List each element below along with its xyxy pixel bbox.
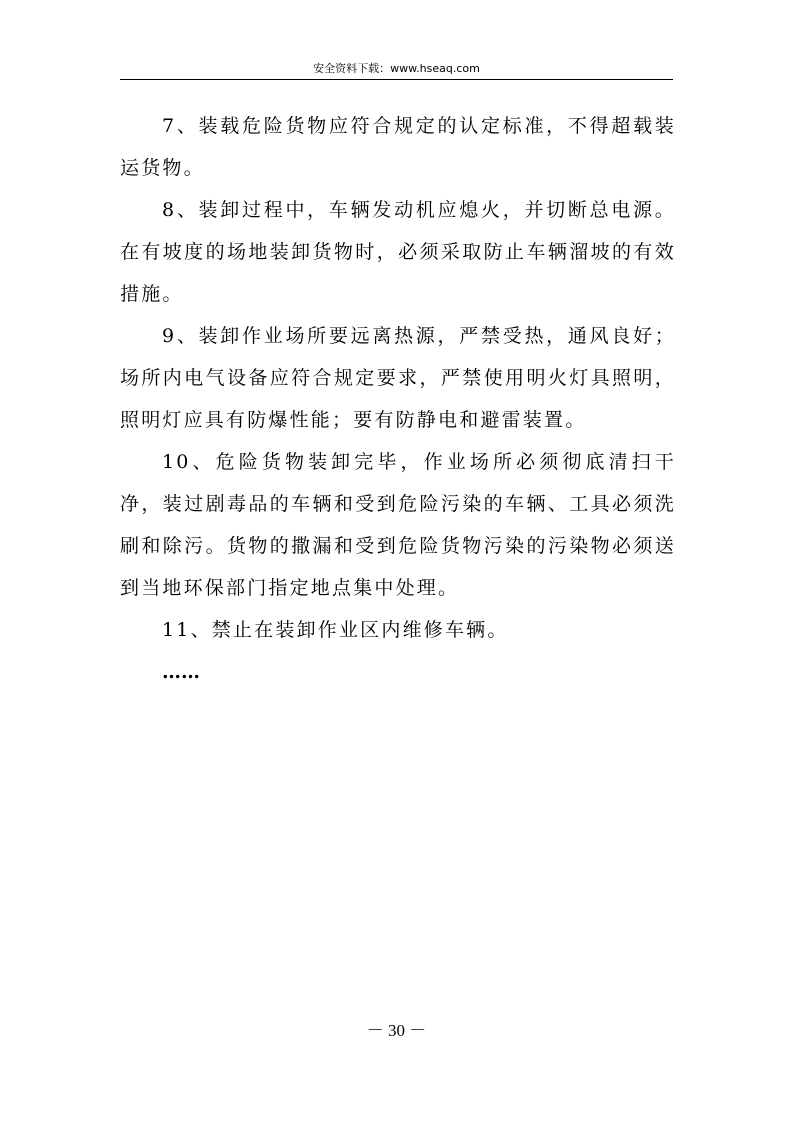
header-divider <box>120 79 673 80</box>
paragraph-item-9: 9、装卸作业场所要远离热源，严禁受热，通风良好；场所内电气设备应符合规定要求，严禁使用明火灯具照明，照明灯应具有防爆性能；要有防静电和避雷装置。 <box>120 325 676 431</box>
continuation-ellipsis: …… <box>162 661 200 683</box>
page-number: － 30 － <box>366 1021 427 1040</box>
document-body <box>120 105 676 693</box>
paragraph-item-7: 7、装载危险货物应符合规定的认定标准，不得超载装运货物。 <box>120 115 676 179</box>
paragraph-item-11: 11、禁止在装卸作业区内维修车辆。 <box>162 619 509 641</box>
paragraph-item-8: 8、装卸过程中，车辆发动机应熄火，并切断总电源。在有坡度的场地装卸货物时，必须采取防止车辆溜坡的有效措施。 <box>120 199 676 305</box>
paragraph-item-10: 10、危险货物装卸完毕，作业场所必须彻底清扫干净，装过剧毒品的车辆和受到危险污染的车辆、工具必须洗刷和除污。货物的撒漏和受到危险货物污染的污染物必须送到当地环保部门指定地点集中处理。 <box>120 451 676 599</box>
page-header: 安全资料下载：www.hseaq.com <box>313 62 480 75</box>
